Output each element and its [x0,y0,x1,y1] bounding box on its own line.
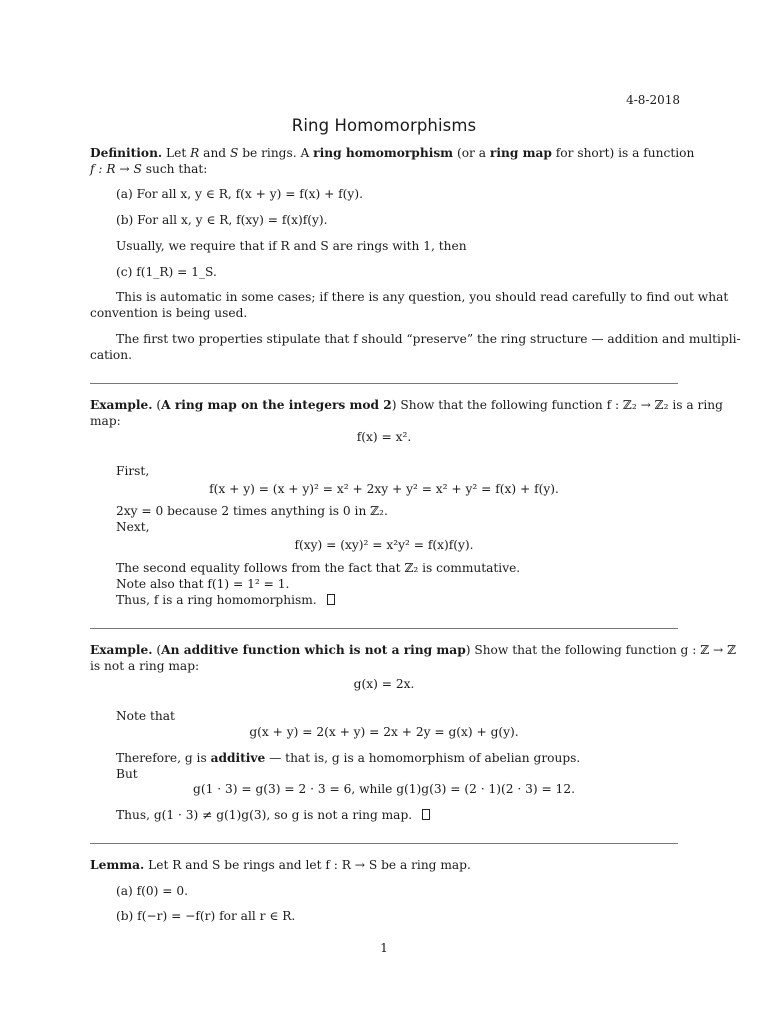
text: Let [166,146,191,160]
text: ) Show that the following function g : ℤ → ℤ [465,643,736,657]
divider [90,628,678,629]
text: Thus, g(1 · 3) ≠ g(1)g(3), so g is not a ring map. [116,808,413,822]
lemma-label: Lemma. [90,858,145,872]
example2-but: But [116,767,138,781]
text: Let R and S be rings and let f : R → S be a ring map. [144,858,471,872]
automatic-line-2: convention is being used. [90,306,248,320]
text: such that: [141,162,208,176]
example2-line-2: is not a ring map: [90,659,200,673]
example-heading: A ring map on the integers mod 2 [161,398,392,412]
example-label: Example. [90,643,153,657]
preserve-line-1: The first two properties stipulate that f should “preserve” the ring structure — addition and multipli- [116,332,741,346]
example1-equation-1: f(x + y) = (x + y)² = x² + 2xy + y² = x² + y² = f(x) + f(y). [209,482,559,496]
text: Therefore, g is [116,751,211,765]
text: (or a [453,146,490,160]
qed-box-icon [327,594,335,605]
text: Thus, f is a ring homomorphism. [116,593,317,607]
definition-line-1 [90,146,694,160]
page-title: Ring Homomorphisms [291,116,477,135]
date: 4-8-2018 [626,93,680,107]
text: ) Show that the following function f : ℤ₂ → ℤ₂ is a ring [391,398,723,412]
example2-note-that: Note that [116,709,175,723]
example1-conclusion [116,593,335,607]
example2-display-equation: g(x) = 2x. [353,677,415,691]
lemma-item-b: (b) f(−r) = −f(r) for all r ∈ R. [116,909,296,923]
text: for short) is a function [551,146,695,160]
text: ( [152,398,162,412]
example2-equation-1: g(x + y) = 2(x + y) = 2x + 2y = g(x) + g(y). [249,725,519,739]
qed-box-icon [422,809,430,820]
example2-line-1 [90,643,736,657]
example1-note-3: Note also that f(1) = 1² = 1. [116,577,290,591]
example-heading: An additive function which is not a ring map [161,643,466,657]
definition-label: Definition. [90,146,163,160]
text: — that is, g is a homomorphism of abelian groups. [265,751,581,765]
lemma-statement [90,858,471,872]
example1-line-2: map: [90,414,121,428]
text: be rings. A [238,146,314,160]
page-number: 1 [380,941,388,955]
example1-first: First, [116,464,150,478]
example1-note-1: 2xy = 0 because 2 times anything is 0 in ℤ₂. [116,504,388,518]
definition-line-2 [90,162,207,176]
example2-equation-2: g(1 · 3) = g(3) = 2 · 3 = 6, while g(1)g(3) = (2 · 1)(2 · 3) = 12. [193,782,575,796]
math: f : R → S [90,162,142,176]
example2-conclusion [116,808,430,822]
example1-line-1 [90,398,723,412]
automatic-line-1: This is automatic in some cases; if there is any question, you should read carefully to find out what [116,290,729,304]
definition-item-b: (b) For all x, y ∈ R, f(xy) = f(x)f(y). [116,213,328,227]
term-additive: additive [210,751,266,765]
divider [90,843,678,844]
term-ring-homomorphism: ring homomorphism [313,146,454,160]
term-ring-map: ring map [489,146,552,160]
divider [90,383,678,384]
example2-therefore [116,751,580,765]
lemma-item-a: (a) f(0) = 0. [116,884,189,898]
preserve-line-2: cation. [90,348,132,362]
example1-display-equation: f(x) = x². [356,430,412,444]
text: and [199,146,230,160]
definition-usually: Usually, we require that if R and S are rings with 1, then [116,239,467,253]
example1-note-2: The second equality follows from the fact that ℤ₂ is commutative. [116,561,521,575]
text: ( [152,643,162,657]
definition-item-c: (c) f(1_R) = 1_S. [116,265,217,279]
math: R [190,146,200,160]
math: S [229,146,239,160]
definition-item-a: (a) For all x, y ∈ R, f(x + y) = f(x) + f(y). [116,187,363,201]
example1-equation-2: f(xy) = (xy)² = x²y² = f(x)f(y). [294,538,474,552]
example1-next: Next, [116,520,150,534]
example-label: Example. [90,398,153,412]
